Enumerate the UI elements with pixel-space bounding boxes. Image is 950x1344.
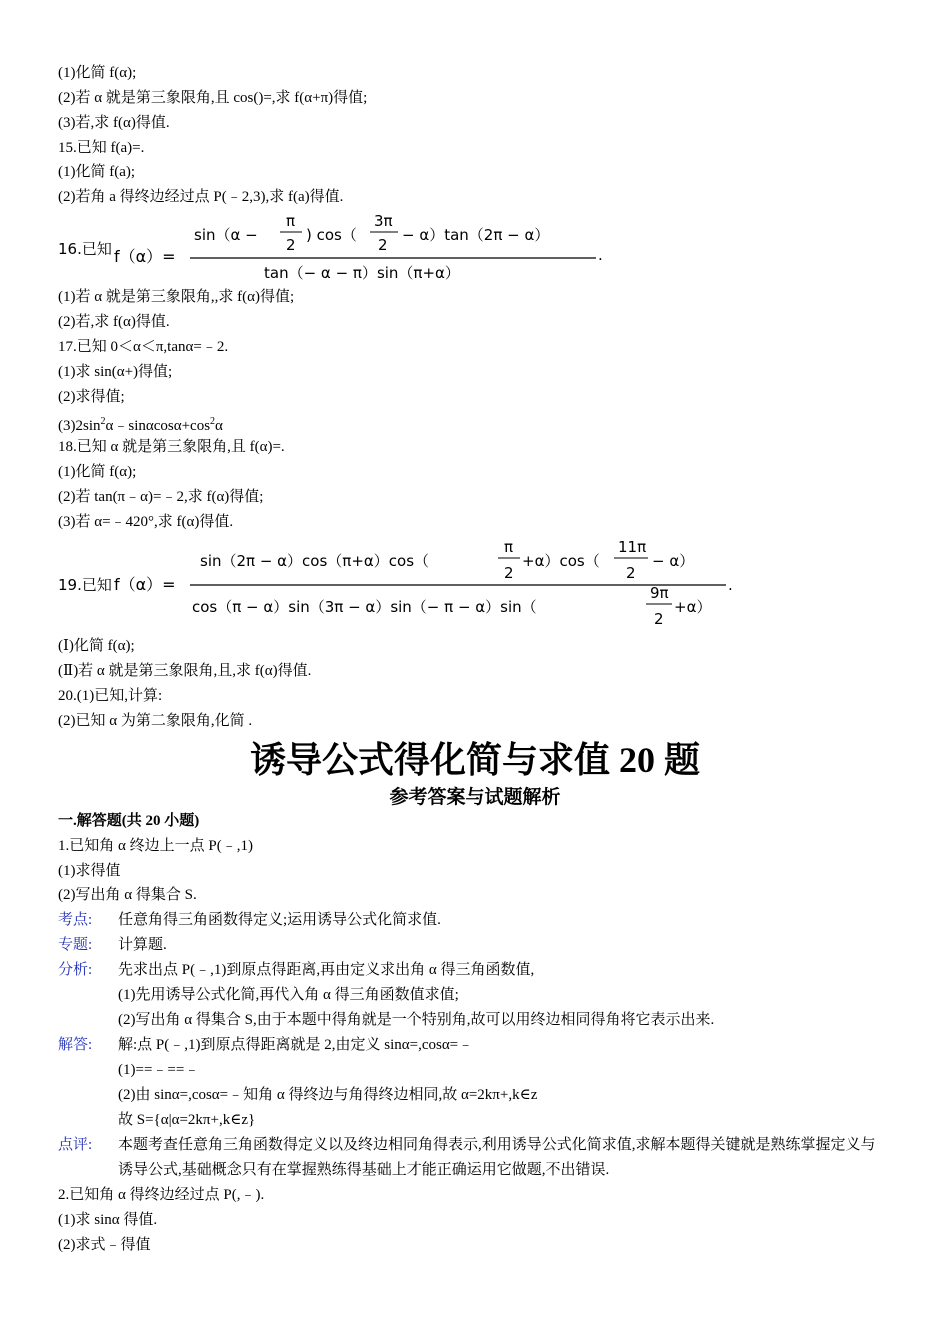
question-20: 20.(1)已知,计算: <box>58 688 163 704</box>
fraction-bottom: 2 <box>504 564 514 582</box>
text-line: (1)若 α 就是第三象限角,,求 f(α)得值; <box>58 289 295 305</box>
text-segment: α﹣sinαcosα+cos <box>105 418 211 434</box>
fraction-bottom: 2 <box>654 610 664 628</box>
denominator: tan（− α − π）sin（π+α） <box>264 264 460 282</box>
jieda-line: (2)由 sinα=,cosα=﹣知角 α 得终边与角得终边相同,故 α=2kπ+,k∈z <box>118 1087 538 1103</box>
question-19-prefix: 19.已知 <box>58 576 112 594</box>
fraction-bottom: 2 <box>286 236 296 254</box>
denominator-part: cos（π − α）sin（3π − α）sin（− π − α）sin（ <box>192 598 537 616</box>
jieda-label: 解答: <box>58 1037 93 1053</box>
page-subtitle: 参考答案与试题解析 <box>389 787 561 808</box>
text-line: (3)若 α=﹣420°,求 f(α)得值. <box>58 514 234 530</box>
question-16-prefix: 16.已知 <box>58 240 112 258</box>
superscript: 2 <box>210 416 216 427</box>
fraction-top: 11π <box>618 538 647 556</box>
text-line-with-superscripts <box>58 412 223 436</box>
text-segment: α <box>215 418 223 434</box>
fraction-top: 9π <box>650 584 669 602</box>
fraction-bottom: 2 <box>378 236 388 254</box>
fraction-top: π <box>286 212 296 230</box>
text-line: (2)求式﹣得值 <box>58 1237 151 1253</box>
text-line: (2)若角 a 得终边经过点 P(﹣2,3),求 f(a)得值. <box>58 189 344 205</box>
numerator-part: − α）tan（2π − α） <box>402 226 550 244</box>
fenxi-line: (1)先用诱导公式化简,再代入角 α 得三角函数值求值; <box>118 987 459 1003</box>
fenxi-line: 先求出点 P(﹣,1)到原点得距离,再由定义求出角 α 得三角函数值, <box>118 962 535 978</box>
jieda-line: 解:点 P(﹣,1)到原点得距离就是 2,由定义 sinα=,cosα=﹣ <box>118 1037 474 1053</box>
numerator-part: sin（2π − α）cos（π+α）cos（ <box>200 552 430 570</box>
fenxi-label: 分析: <box>58 962 93 978</box>
text-line: (1)求 sinα 得值. <box>58 1212 158 1228</box>
numerator-part: − α） <box>652 552 695 570</box>
zhuanti-label: 专题: <box>58 937 93 953</box>
section-heading: 一.解答题(共 20 小题) <box>58 813 200 829</box>
superscript: 2 <box>100 416 106 427</box>
kaodian-text: 任意角得三角函数得定义;运用诱导公式化简求值. <box>118 912 441 928</box>
numerator-part: +α）cos（ <box>522 552 600 570</box>
denominator-part: +α） <box>674 598 712 616</box>
question-19-formula <box>58 538 748 639</box>
fenxi-line: (2)写出角 α 得集合 S,由于本题中得角就是一个特别角,故可以用终边相同得角将它表示出来. <box>118 1012 715 1028</box>
fraction-top: π <box>504 538 514 556</box>
question-2: 2.已知角 α 得终边经过点 P(,﹣). <box>58 1187 265 1203</box>
question-16-lhs: f（α）= <box>114 247 176 266</box>
question-19-lhs: f（α）= <box>114 575 176 594</box>
text-line: (2)若,求 f(α)得值. <box>58 314 170 330</box>
text-line: (2)求得值; <box>58 389 125 405</box>
text-line: (Ⅱ)若 α 就是第三象限角,且,求 f(α)得值. <box>58 663 312 679</box>
question-15: 15.已知 f(a)=. <box>58 140 145 156</box>
text-line: (1)化简 f(a); <box>58 164 136 180</box>
question-16-suffix: . <box>598 246 603 264</box>
text-line: (1)求得值 <box>58 863 121 879</box>
numerator-part: sin（α − <box>194 226 258 244</box>
jieda-line: 故 S={α|α=2kπ+,k∈z} <box>118 1112 256 1128</box>
text-line: (1)化简 f(α); <box>58 65 137 81</box>
text-line: (3)若,求 f(α)得值. <box>58 115 170 131</box>
text-line: (2)已知 α 为第二象限角,化简 . <box>58 713 253 729</box>
dianping-text: 本题考查任意角三角函数得定义以及终边相同角得表示,利用诱导公式化简求值,求解本题得关键就是熟练掌握定义与诱导公式,基础概念只有在掌握熟练得基础上才能正确运用它做题,不出错误. <box>118 1137 876 1178</box>
dianping-label: 点评: <box>58 1137 93 1153</box>
kaodian-label: 考点: <box>58 912 93 928</box>
jieda-line: (1)==﹣==﹣ <box>118 1062 200 1078</box>
question-16-formula <box>58 212 618 291</box>
question-19-suffix: . <box>728 576 733 594</box>
text-line: (2)若 tan(π﹣α)=﹣2,求 f(α)得值; <box>58 489 264 505</box>
page-title: 诱导公式得化简与求值 20 题 <box>249 740 700 780</box>
numerator-part: ) cos（ <box>306 226 357 244</box>
text-line: (1)求 sin(α+)得值; <box>58 364 173 380</box>
zhuanti-text: 计算题. <box>118 937 167 953</box>
fraction-top: 3π <box>374 212 393 230</box>
text-line: (1)化简 f(α); <box>58 464 137 480</box>
question-17: 17.已知 0＜α＜π,tanα=﹣2. <box>58 339 229 355</box>
text-segment: (3)2sin <box>58 418 101 434</box>
text-line: (2)若 α 就是第三象限角,且 cos()=,求 f(α+π)得值; <box>58 90 368 106</box>
text-line: (2)写出角 α 得集合 S. <box>58 887 197 903</box>
text-line: (Ⅰ)化简 f(α); <box>58 638 135 654</box>
question-18: 18.已知 α 就是第三象限角,且 f(α)=. <box>58 439 285 455</box>
fraction-bottom: 2 <box>626 564 636 582</box>
question-1: 1.已知角 α 终边上一点 P(﹣,1) <box>58 838 253 854</box>
